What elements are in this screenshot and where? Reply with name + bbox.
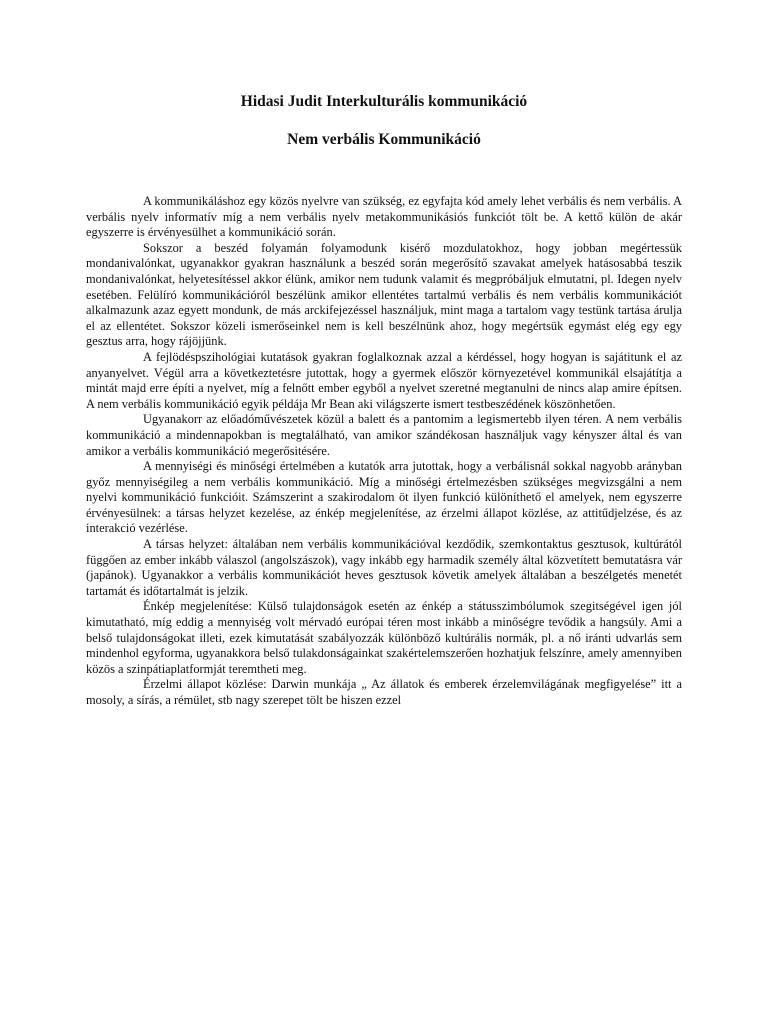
paragraph: A társas helyzet: általában nem verbális kommunikációval kezdődik, szemkontaktus gesztusok, kultúrától függően az ember inkább válaszol (angolszászok), vagy inkább egy harmadik személy által közvetített bemutatásra vár (japánok). Ugyanakkor a verbális kommunikációt heves gesztusok követik amelyek általában a beszélgetés menetét tartamát és időtartalmát is jelzik.: [86, 537, 682, 598]
paragraph: A mennyiségi és minőségi értelmében a kutatók arra jutottak, hogy a verbálisnál sokkal nagyobb arányban győz mennyiségileg a nem verbális kommunikáció. Míg a minőségi értelmezésben szükséges megvizsgálni a nem nyelvi kommunikáció funkcióit. Számszerint a szakirodalom öt ilyen funkció különíthető el amelyek, nem egyszerre érvényesülnek: a társas helyzet kezelése, az énkép megjelenítése, az érzelmi állapot közlése, az attitűdjelzése, és az interakció vezérlése.: [86, 459, 682, 536]
paragraph: Énkép megjelenítése: Külső tulajdonságok esetén az énkép a státusszimbólumok szegitségével igen jól kimutatható, míg eddig a mennyiség volt mérvadó európai téren most inkább a minőségre tevődik a hangsúly. Ami a belső tulajdonságokat illeti, ezek kimutatását szabályozzák különböző kultúrális normák, pl. a nő iránti udvarlás sem mindenhol egyforma, ugyanakkora belső tulakdonságainkat szakértelemszerően hozhatjuk felszínre, amely amennyiben közös a szinpátiaplatformját teremtheti meg.: [86, 599, 682, 676]
paragraph: A fejlödéspszihológiai kutatások gyakran foglalkoznak azzal a kérdéssel, hogy hogyan is sajátitunk el az anyanyelvet. Végül arra a következtetésre jutottak, hogy a gyermek először környezetével kommunikál elsajátítja a mintát majd erre építi a nyelvet, míg a felnőtt ember egyből a nyelvet szeretné megtanulni de nincs alap amire építsen. A nem verbális kommunikáció egyik példája Mr Bean aki világszerte ismert testbeszédének köszönhetően.: [86, 349, 682, 411]
paragraph: Sokszor a beszéd folyamán folyamodunk kisérő mozdulatokhoz, hogy jobban megértessük mondanivalónkat, ugyanakkor gyakran használunk a beszéd során megerősítő szavakat amelyek hatásosabbá teszik mondanivalónkat, helyetesítéssel akkor élünk, amikor nem tudunk valamit és megpróbáljuk elmutatni, pl. Idegen nyelv esetében. Felülíró kommunikációról beszélünk amikor ellentétes tartalmú verbális és nem verbális kommunikációt alkalmazunk azaz egyett mondunk, de más arckifejezéssel használjuk, mint maga a tartalom vagy testünk tartása árulja el az ellentétet. Sokszor közeli ismerőseinkel nem is kell beszélnünk ahoz, hogy megértsük egymást elég egy egy gesztus arra, hogy rájöjjünk.: [86, 240, 682, 349]
paragraph: Ugyanakorr az előadóművészetek közül a balett és a pantomim a legismertebb ilyen téren. A nem verbális kommunikáció a mindennapokban is megtalálható, van amikor szándékosan használjuk vagy kényszer által és van amikor a verbális kommunikáció megerősitésére.: [86, 412, 682, 458]
document-title: Hidasi Judit Interkulturális kommunikáció: [240, 93, 528, 110]
document-subtitle: Nem verbális Kommunikáció: [287, 131, 481, 148]
paragraph: A kommunikáláshoz egy közös nyelvre van szükség, ez egyfajta kód amely lehet verbális és nem verbális. A verbális nyelv informatív míg a nem verbális nyelv metakommunikásiós funkciót tölt be. A kettő külön de akár egyszerre is érvényesülhet a kommunikáció során.: [86, 194, 682, 240]
document-body: [86, 194, 682, 709]
paragraph: Érzelmi állapot közlése: Darwin munkája „ Az állatok és emberek érzelemvilágának megfigyelése” itt a mosoly, a sírás, a rémület, stb nagy szerepet tölt be hiszen ezzel: [86, 677, 682, 707]
